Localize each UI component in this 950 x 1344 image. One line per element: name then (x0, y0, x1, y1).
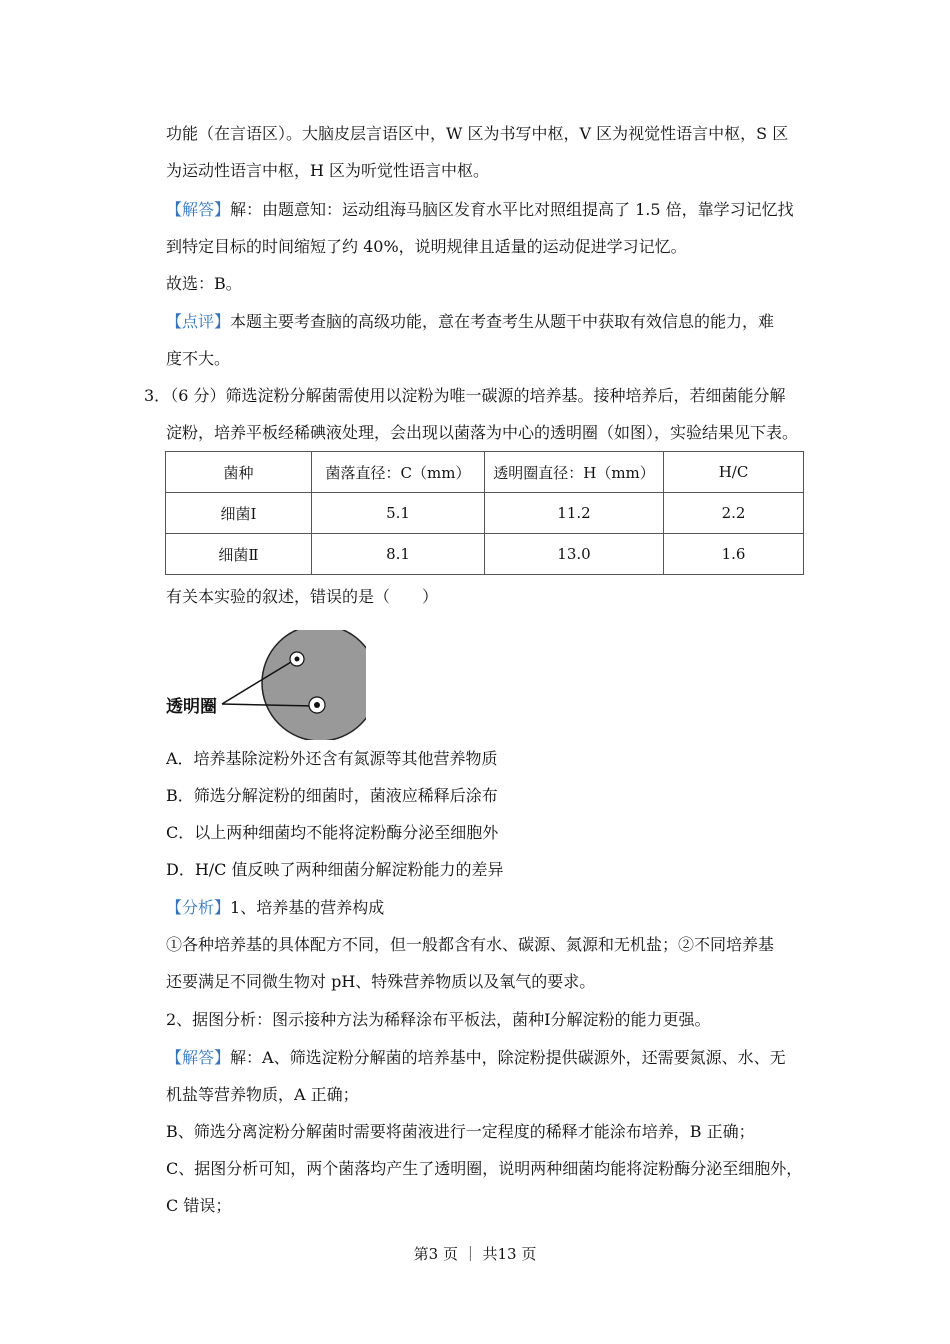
analysis-line (166, 897, 384, 919)
analysis-line: 2、据图分析：图示接种方法为稀释涂布平板法，菌种Ⅰ分解淀粉的能力更强。 (166, 1010, 711, 1029)
table-header-row (166, 452, 804, 493)
table-cell: 11.2 (485, 493, 664, 534)
page-footer: 第3 页 ｜ 共13 页 (413, 1245, 537, 1263)
answer-tag: 【解答】 (166, 1048, 231, 1067)
question-line (144, 385, 785, 407)
petri-dish (262, 630, 366, 740)
table-cell: 13.0 (485, 534, 664, 575)
table-row (166, 493, 804, 534)
answer-line: C 错误； (166, 1196, 232, 1215)
option-b: B．筛选分解淀粉的细菌时，菌液应稀释后涂布 (166, 786, 498, 805)
analysis-tag: 【分析】 (166, 898, 231, 917)
option-a: A．培养基除淀粉外还含有氮源等其他营养物质 (166, 749, 498, 768)
comment-line (166, 311, 774, 333)
comment-tag: 【点评】 (166, 312, 231, 331)
answer-line: C、据图分析可知，两个菌落均产生了透明圈，说明两种细菌均能将淀粉酶分泌至细胞外， (166, 1159, 803, 1178)
figure-label: 透明圈 (166, 697, 217, 716)
paragraph-line: 为运动性语言中枢，H 区为听觉性语言中枢。 (166, 161, 490, 180)
table-row (166, 534, 804, 575)
answer-line: 到特定目标的时间缩短了约 40%，说明规律且适量的运动促进学习记忆。 (166, 237, 687, 256)
question-stem: 有关本实验的叙述，错误的是（ ） (166, 587, 439, 606)
question-text: （6 分）筛选淀粉分解菌需使用以淀粉为唯一碳源的培养基。接种培养后，若细菌能分解 (170, 386, 786, 405)
answer-line (166, 199, 794, 221)
option-d: D．H/C 值反映了两种细菌分解淀粉能力的差异 (166, 860, 504, 879)
comment-line: 度不大。 (166, 349, 231, 368)
table-cell: 1.6 (664, 534, 804, 575)
answer-text: 解：由题意知：运动组海马脑区发育水平比对照组提高了 1.5 倍，靠学习记忆找 (230, 200, 794, 219)
choice-line: 故选：B。 (166, 274, 242, 293)
question-line: 淀粉，培养平板经稀碘液处理，会出现以菌落为中心的透明圈（如图），实验结果见下表。 (166, 423, 799, 442)
table-cell: 细菌Ⅱ (166, 534, 312, 575)
answer-text: 解：A、筛选淀粉分解菌的培养基中，除淀粉提供碳源外，还需要氮源、水、无 (230, 1048, 786, 1067)
table-cell: 细菌Ⅰ (166, 493, 312, 534)
table-header-cell: 菌落直径：C（mm） (312, 452, 485, 493)
option-c: C．以上两种细菌均不能将淀粉酶分泌至细胞外 (166, 823, 499, 842)
analysis-line: ①各种培养基的具体配方不同，但一般都含有水、碳源、氮源和无机盐；②不同培养基 (166, 935, 775, 954)
answer-tag: 【解答】 (166, 200, 231, 219)
colony (314, 702, 320, 708)
answer-line: B、筛选分离淀粉分解菌时需要将菌液进行一定程度的稀释才能涂布培养，B 正确； (166, 1122, 755, 1141)
table-header-cell: 菌种 (166, 452, 312, 493)
analysis-line: 还要满足不同微生物对 pH、特殊营养物质以及氧气的要求。 (166, 972, 596, 991)
comment-text: 本题主要考查脑的高级功能，意在考查考生从题干中获取有效信息的能力，难 (230, 312, 775, 331)
analysis-text: 1、培养基的营养构成 (230, 898, 385, 917)
question-number: 3． (144, 386, 171, 405)
petri-dish-figure (166, 630, 366, 740)
paragraph-line: 功能（在言语区）。大脑皮层言语区中，W 区为书写中枢，V 区为视觉性语言中枢，S 区 (166, 124, 789, 143)
table-cell: 5.1 (312, 493, 485, 534)
table-cell: 2.2 (664, 493, 804, 534)
table-cell: 8.1 (312, 534, 485, 575)
answer-line: 机盐等营养物质，A 正确； (166, 1085, 359, 1104)
table-header-cell: H/C (664, 452, 804, 493)
table-header-cell: 透明圈直径：H（mm） (485, 452, 664, 493)
results-table (165, 451, 804, 575)
answer-line (166, 1047, 786, 1069)
colony (295, 657, 300, 662)
